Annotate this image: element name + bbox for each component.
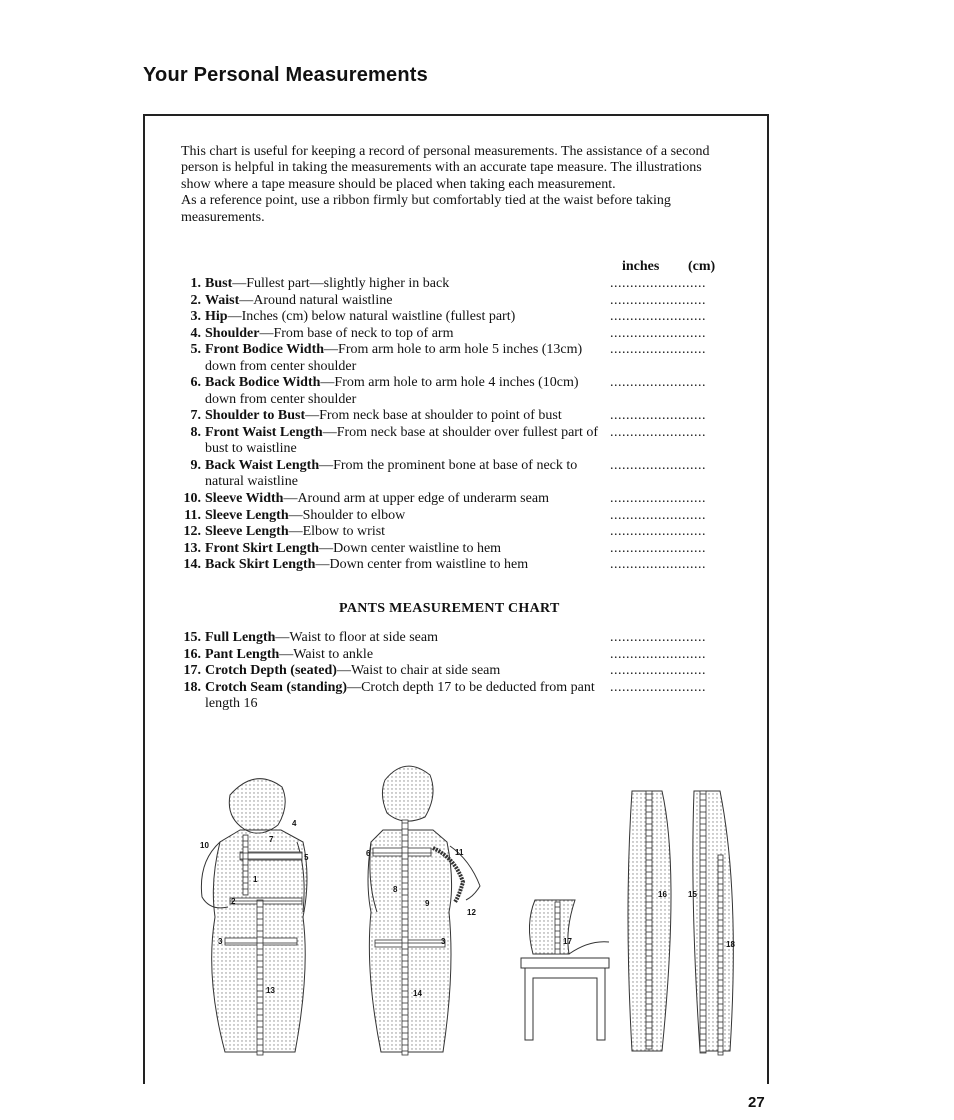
- measurement-name: Full Length: [205, 630, 276, 645]
- measurement-name: Front Bodice Width: [205, 342, 325, 358]
- measurement-description: [205, 293, 610, 309]
- pants-measurement-list: [176, 630, 736, 713]
- measurement-blank-field[interactable]: ........................: [610, 408, 706, 424]
- figure-label: 8: [393, 885, 398, 894]
- measurement-blank-field[interactable]: ........................: [610, 679, 706, 695]
- measurement-blank-field[interactable]: ........................: [610, 630, 706, 645]
- measurement-number: 1.: [190, 276, 201, 291]
- measurement-name: Sleeve Length: [205, 507, 289, 523]
- measurement-detail: —Waist to ankle: [279, 646, 374, 662]
- measurement-description: [205, 630, 610, 646]
- measurement-row: [176, 647, 736, 663]
- measurement-description: [205, 541, 610, 557]
- figure-label: 12: [467, 908, 476, 917]
- measurement-number: 11.: [184, 507, 201, 523]
- pants-illustration: [620, 785, 755, 1060]
- measurement-detail: —Around natural waistline: [239, 292, 393, 308]
- intro-paragraph-2: As a reference point, use a ribbon firmly but comfortably tied at the waist before taking measurements.: [181, 193, 671, 225]
- measurement-row: [176, 680, 736, 713]
- measurement-description: [205, 663, 610, 679]
- measurement-number: 14.: [183, 557, 201, 573]
- measurement-detail: —From arm hole to arm hole 5 inches (13cm) down from center shoulder: [205, 342, 583, 374]
- measurement-row: [176, 309, 736, 325]
- measurement-blank-field[interactable]: ........................: [610, 325, 706, 341]
- measurement-number: 18.: [183, 679, 201, 695]
- measurement-name: Waist: [205, 292, 240, 308]
- column-headers: [622, 259, 715, 275]
- measurement-number: 6.: [190, 375, 201, 391]
- measurement-detail: —From neck base at shoulder over fullest part of bust to waistline: [205, 424, 598, 457]
- figure-label: 5: [304, 853, 309, 862]
- measurement-description: [205, 326, 610, 342]
- figure-label: 1: [253, 875, 258, 884]
- measurement-number: 5.: [190, 342, 201, 358]
- measurement-detail: —Waist to chair at side seam: [336, 663, 501, 679]
- measurement-description: [205, 309, 610, 325]
- figure-label: 3: [218, 937, 223, 946]
- measurement-blank-field[interactable]: ........................: [610, 276, 706, 291]
- column-cm: (cm): [688, 259, 716, 274]
- measurement-name: Front Skirt Length: [205, 540, 320, 556]
- measurement-row: [176, 541, 736, 557]
- measurement-number: 8.: [190, 424, 201, 440]
- measurement-detail: —Fullest part—slightly higher in back: [232, 276, 450, 291]
- figure-label: 16: [658, 890, 667, 899]
- measurement-row: [176, 425, 736, 458]
- measurement-number: 2.: [190, 292, 201, 308]
- page-title: Your Personal Measurements: [143, 64, 428, 86]
- measurement-list: [176, 276, 736, 574]
- measurement-name: Shoulder: [205, 325, 260, 341]
- measurement-blank-field[interactable]: ........................: [610, 457, 706, 473]
- measurement-description: [205, 425, 610, 458]
- intro-text: [181, 144, 733, 226]
- measurement-row: [176, 293, 736, 309]
- figure-label: 15: [688, 890, 697, 899]
- measurement-description: [205, 508, 610, 524]
- measurement-name: Sleeve Length: [205, 524, 289, 540]
- measurement-detail: —Shoulder to elbow: [288, 507, 406, 523]
- measurement-detail: —Down center waistline to hem: [319, 540, 502, 556]
- measurement-name: Back Waist Length: [205, 457, 320, 473]
- figure-label: 11: [455, 848, 464, 857]
- measurement-detail: —Down center from waistline to hem: [315, 557, 529, 573]
- page-number: 27: [748, 1094, 765, 1111]
- measurement-blank-field[interactable]: ........................: [610, 292, 706, 308]
- measurement-name: Crotch Seam (standing): [205, 679, 348, 695]
- figure-label: 3: [441, 937, 446, 946]
- measurement-row: [176, 524, 736, 540]
- measurement-detail: —From the prominent bone at base of neck to natural waistline: [205, 457, 578, 490]
- figure-label: 6: [366, 849, 371, 858]
- measurement-blank-field[interactable]: ........................: [610, 375, 706, 391]
- measurement-detail: —Crotch depth 17 to be deducted from pant length 16: [205, 679, 595, 712]
- measurement-blank-field[interactable]: ........................: [610, 557, 706, 573]
- measurement-number: 9.: [190, 457, 201, 473]
- figure-label: 10: [200, 841, 209, 850]
- measurement-description: [205, 647, 610, 663]
- measurement-blank-field[interactable]: ........................: [610, 646, 706, 662]
- measurement-blank-field[interactable]: ........................: [610, 490, 706, 506]
- measurement-row: [176, 458, 736, 491]
- measurement-name: Front Waist Length: [205, 424, 323, 440]
- measurement-number: 3.: [190, 309, 201, 325]
- measurement-name: Bust: [205, 276, 233, 291]
- intro-paragraph-1: This chart is useful for keeping a record of personal measurements. The assistance of a second person is helpful in taking the measurements with an accurate tape measure. The illustrations show where a tape measure should be placed when taking each measurement.: [181, 144, 710, 192]
- measurement-blank-field[interactable]: ........................: [610, 663, 706, 679]
- front-figure-illustration: [185, 760, 325, 1060]
- measurement-blank-field[interactable]: ........................: [610, 342, 706, 358]
- measurement-row: [176, 630, 736, 646]
- figure-label: 17: [563, 937, 572, 946]
- measurement-description: [205, 458, 610, 491]
- measurement-blank-field[interactable]: ........................: [610, 309, 706, 325]
- measurement-number: 10.: [183, 490, 201, 506]
- measurement-description: [205, 276, 610, 292]
- measurement-number: 16.: [183, 646, 201, 662]
- measurement-detail: —From neck base at shoulder to point of bust: [305, 408, 562, 424]
- measurement-detail: —Elbow to wrist: [288, 524, 386, 540]
- measurement-blank-field[interactable]: ........................: [610, 424, 706, 440]
- back-figure-illustration: [355, 760, 495, 1060]
- measurement-description: [205, 557, 610, 573]
- measurement-number: 4.: [190, 325, 201, 341]
- measurement-detail: —From base of neck to top of arm: [259, 325, 454, 341]
- measurement-row: [176, 491, 736, 507]
- figure-label: 7: [269, 835, 274, 844]
- measurement-detail: —Around arm at upper edge of underarm seam: [283, 490, 549, 506]
- measurement-number: 7.: [190, 408, 201, 424]
- measurement-description: [205, 342, 610, 375]
- measurement-description: [205, 680, 610, 713]
- measurement-name: Back Bodice Width: [205, 375, 321, 391]
- measurement-name: Sleeve Width: [205, 490, 284, 506]
- measurement-description: [205, 375, 610, 408]
- measurement-row: [176, 663, 736, 679]
- measurement-blank-field[interactable]: ........................: [610, 540, 706, 556]
- measurement-row: [176, 276, 736, 292]
- measurement-row: [176, 375, 736, 408]
- measurement-row: [176, 342, 736, 375]
- measurement-detail: —Waist to floor at side seam: [275, 630, 438, 645]
- column-inches: inches: [622, 259, 660, 274]
- measurement-blank-field[interactable]: ........................: [610, 507, 706, 523]
- seated-crotch-illustration: [515, 880, 615, 1050]
- measurement-name: Crotch Depth (seated): [205, 663, 337, 679]
- measurement-description: [205, 524, 610, 540]
- measurement-description: [205, 491, 610, 507]
- figure-label: 14: [413, 989, 422, 998]
- figure-label: 18: [726, 940, 735, 949]
- measurement-number: 15.: [183, 630, 201, 645]
- measurement-number: 17.: [183, 663, 201, 679]
- measurement-blank-field[interactable]: ........................: [610, 524, 706, 540]
- measurement-row: [176, 408, 736, 424]
- measurement-number: 13.: [183, 540, 201, 556]
- figure-label: 4: [292, 819, 297, 828]
- measurement-description: [205, 408, 610, 424]
- measurement-detail: —From arm hole to arm hole 4 inches (10cm) down from center shoulder: [205, 375, 579, 407]
- pants-chart-heading: PANTS MEASUREMENT CHART: [339, 601, 560, 616]
- figure-label: 13: [266, 986, 275, 995]
- measurement-name: Pant Length: [205, 646, 280, 662]
- measurement-detail: —Inches (cm) below natural waistline (fullest part): [227, 309, 516, 325]
- measurement-row: [176, 508, 736, 524]
- measurement-row: [176, 557, 736, 573]
- measurement-row: [176, 326, 736, 342]
- measurement-number: 12.: [183, 524, 201, 540]
- measurement-name: Back Skirt Length: [205, 557, 316, 573]
- figure-label: 9: [425, 899, 430, 908]
- measurement-name: Hip: [205, 309, 228, 325]
- measurement-name: Shoulder to Bust: [205, 408, 306, 424]
- figure-label: 2: [231, 897, 236, 906]
